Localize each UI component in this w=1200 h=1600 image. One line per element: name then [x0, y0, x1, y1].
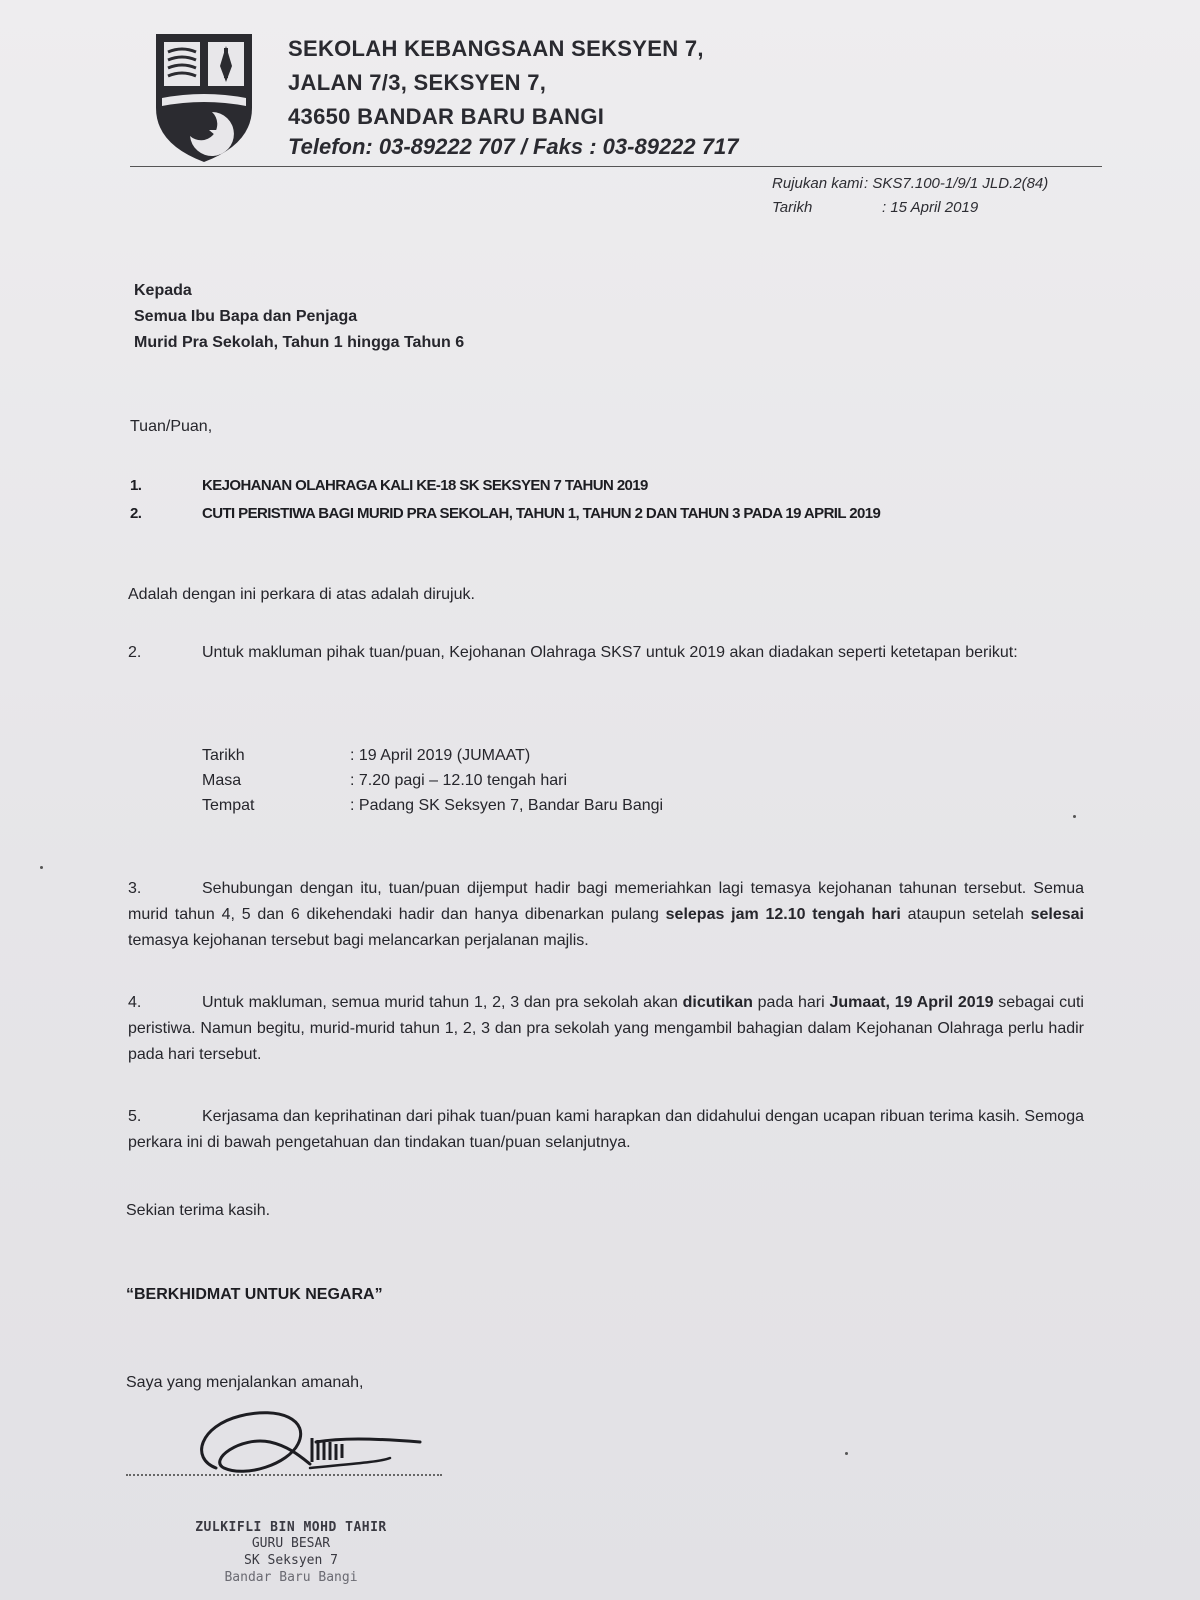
closing-line: Sekian terima kasih.	[126, 1202, 271, 1219]
subject-text: CUTI PERISTIWA BAGI MURID PRA SEKOLAH, TAHUN 1, TAHUN 2 DAN TAHUN 3 PADA 19 APRIL 2019	[202, 505, 881, 522]
signature-line	[126, 1474, 442, 1476]
paragraph-text: Untuk makluman pihak tuan/puan, Kejohanan Olahraga SKS7 untuk 2019 akan diadakan seperti ketetapan berikut:	[202, 644, 1018, 661]
paragraph-5	[128, 1104, 1084, 1156]
addressee-block	[134, 278, 464, 356]
paragraph-number: 4.	[128, 994, 142, 1011]
signer-name: ZULKIFLI BIN MOHD TAHIR	[195, 1520, 387, 1535]
paragraph-text: Untuk makluman, semua murid tahun 1, 2, 3 dan pra sekolah akan	[202, 994, 683, 1011]
paragraph-3	[128, 876, 1084, 954]
paragraph-number: 2.	[128, 644, 142, 661]
paragraph-text: ataupun setelah	[900, 906, 1031, 923]
signer-stamp	[176, 1520, 406, 1586]
address-line-1: JALAN 7/3, SEKSYEN 7,	[288, 70, 547, 95]
reference-label: Rujukan kami	[772, 175, 863, 192]
motto: “BERKHIDMAT UNTUK NEGARA”	[126, 1286, 383, 1303]
school-name: SEKOLAH KEBANGSAAN SEKSYEN 7,	[288, 36, 704, 61]
emphasis-text: selepas jam 12.10 tengah hari	[665, 906, 901, 923]
subject-number: 2.	[130, 505, 142, 522]
scan-speck	[1073, 815, 1076, 818]
scan-speck	[40, 866, 43, 869]
detail-row	[202, 793, 663, 818]
reference-block	[772, 172, 1048, 220]
school-crest-icon	[150, 26, 258, 166]
paragraph-text: sebagai cuti peristiwa. Namun begitu, murid-murid tahun 1, 2, 3 dan pra sekolah yang mengambil bahagian dalam Kejohanan Olahraga perlu hadir pada hari tersebut.	[128, 994, 1084, 1063]
intro-paragraph: Adalah dengan ini perkara di atas adalah dirujuk.	[128, 586, 475, 603]
detail-value: : Padang SK Seksyen 7, Bandar Baru Bangi	[350, 797, 664, 814]
date-value: : 15 April 2019	[882, 199, 979, 216]
paragraph-text: Sehubungan dengan itu, tuan/puan dijemput hadir bagi memeriahkan lagi temasya kejohanan tahunan tersebut. Semua murid tahun 4, 5 dan 6 dikehendaki hadir dan hanya dibenarkan pulang	[128, 880, 1084, 923]
emphasis-text: selesai	[1030, 906, 1084, 923]
addressee-line-2: Semua Ibu Bapa dan Penjaga	[134, 308, 358, 325]
subject-line	[130, 505, 880, 522]
signer-location: Bandar Baru Bangi	[224, 1570, 358, 1585]
detail-label: Tempat	[202, 797, 255, 814]
detail-row	[202, 768, 663, 793]
phone-fax: Telefon: 03-89222 707 / Faks : 03-89222 717	[288, 134, 739, 159]
date-label: Tarikh	[772, 199, 813, 216]
detail-label: Masa	[202, 772, 242, 789]
subject-text: KEJOHANAN OLAHRAGA KALI KE-18 SK SEKSYEN 7 TAHUN 2019	[202, 477, 648, 494]
addressee-line-3: Murid Pra Sekolah, Tahun 1 hingga Tahun 6	[134, 334, 465, 351]
signer-organization: SK Seksyen 7	[244, 1553, 338, 1568]
paragraph-number: 3.	[128, 880, 142, 897]
salutation: Tuan/Puan,	[130, 418, 213, 435]
signer-title: GURU BESAR	[251, 1536, 331, 1551]
detail-value: : 19 April 2019 (JUMAAT)	[350, 747, 531, 764]
paragraph-4	[128, 990, 1084, 1068]
trust-line: Saya yang menjalankan amanah,	[126, 1374, 364, 1391]
detail-label: Tarikh	[202, 747, 245, 764]
paragraph-number: 5.	[128, 1108, 142, 1125]
reference-value: : SKS7.100-1/9/1 JLD.2(84)	[864, 175, 1049, 192]
addressee-line-1: Kepada	[134, 282, 192, 299]
event-details	[202, 743, 663, 818]
paragraph-text: temasya kejohanan tersebut bagi melancarkan perjalanan majlis.	[128, 932, 589, 949]
scan-speck	[845, 1452, 848, 1455]
emphasis-text: Jumaat, 19 April 2019	[829, 994, 994, 1011]
detail-row	[202, 743, 663, 768]
paragraph-text: Kerjasama dan keprihatinan dari pihak tuan/puan kami harapkan dan didahului dengan ucapan ribuan terima kasih. Semoga perkara ini di bawah pengetahuan dan tindakan tuan/puan selanjutnya.	[128, 1108, 1084, 1151]
emphasis-text: dicutikan	[682, 994, 753, 1011]
header-divider	[130, 166, 1102, 167]
subject-line	[130, 477, 648, 494]
subject-number: 1.	[130, 477, 142, 494]
paragraph-text: pada hari	[752, 994, 830, 1011]
address-line-2: 43650 BANDAR BARU BANGI	[288, 104, 605, 129]
paragraph-2	[128, 640, 1084, 666]
detail-value: : 7.20 pagi – 12.10 tengah hari	[350, 772, 568, 789]
